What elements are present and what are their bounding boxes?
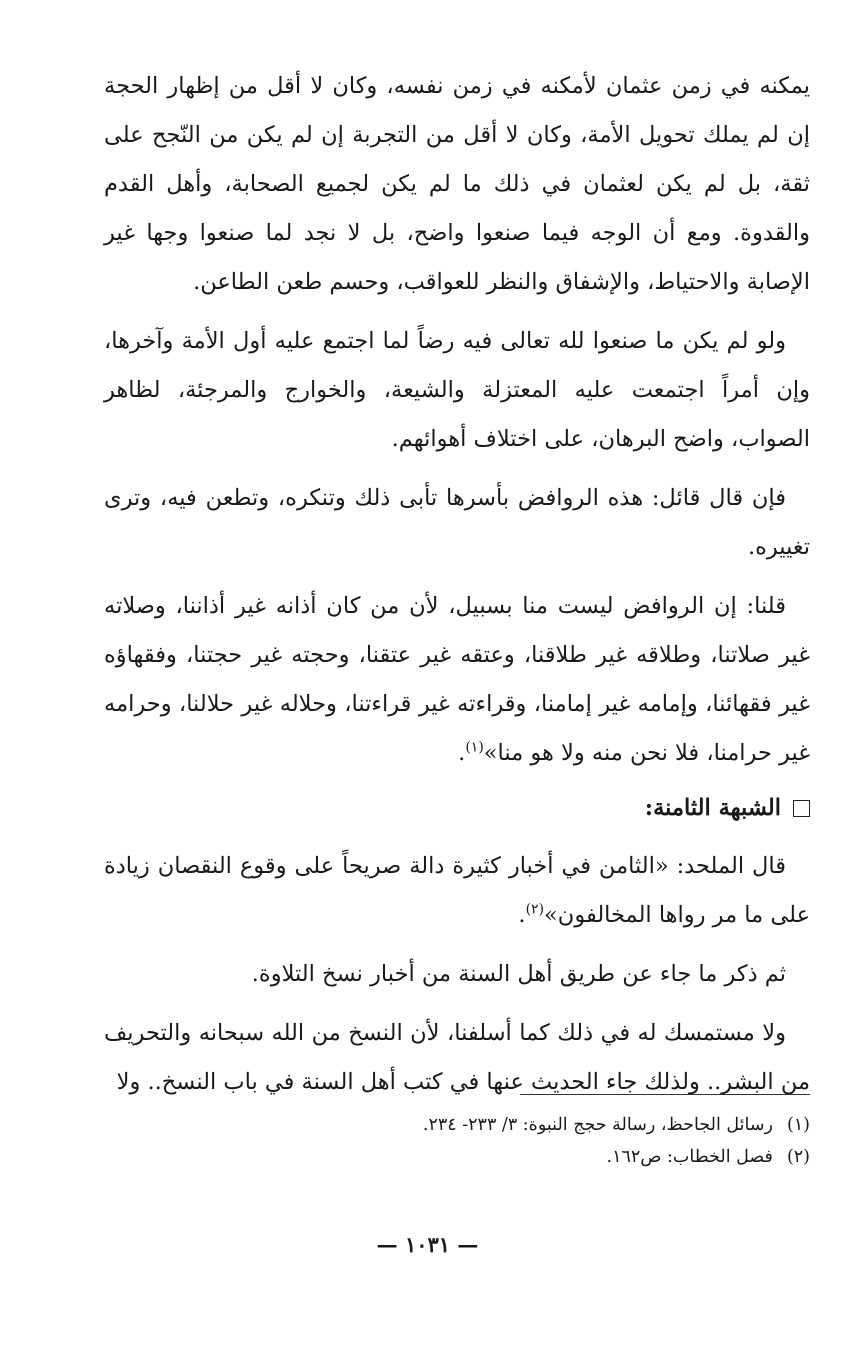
paragraph-5-text: قال الملحد: «الثامن في أخبار كثيرة دالة صريحاً على وقوع النقصان زيادة على ما مر رواها المخالفون»	[104, 853, 810, 928]
paragraph-2: ولو لم يكن ما صنعوا لله تعالى فيه رضاً لما اجتمع عليه أول الأمة وآخرها، وإن أمراً اجتمعت عليه المعتزلة والشيعة، والخوارج والمرجئة، لظاهر الصواب، واضح البرهان، على اختلاف أهوائهم.	[104, 328, 810, 452]
paragraph-3: فإن قال قائل: هذه الروافض بأسرها تأبى ذلك وتنكره، وتطعن فيه، وترى تغييره.	[104, 485, 810, 560]
footnote-ref-2: (٢)	[525, 901, 545, 918]
page-number: — ١٠٣١ —	[376, 1232, 479, 1257]
footnote-text: رسائل الجاحظ، رسالة حجج النبوة: ٣/ ٢٣٣- ٢٣٤.	[422, 1115, 773, 1135]
footnote-ref-1: (١)	[465, 739, 484, 756]
paragraph-4	[104, 582, 810, 778]
paragraph-1: يمكنه في زمن عثمان لأمكنه في زمن نفسه، وكان لا أقل من إظهار الحجة إن لم يملك تحويل الأمة، وكان لا أقل من التجربة إن لم يكن من النّجح على ثقة، بل لم يكن لعثمان في ذلك ما لم يكن لجميع الصحابة، وأهل القدم والقدوة. ومع أن الوجه فيما صنعوا واضح، بل لا نجد لما صنعوا وجها غير الإصابة والاحتياط، والإشفاق والنظر للعواقب، وحسم طعن الطاعن.	[104, 73, 810, 295]
page-body	[104, 62, 810, 1117]
section-heading-text: الشبهة الثامنة:	[644, 795, 781, 821]
section-heading	[104, 788, 810, 828]
footnote-text: فصل الخطاب: ص١٦٢.	[606, 1147, 773, 1167]
paragraph-4-end: .	[458, 740, 466, 766]
footnote-number: (٢)	[786, 1147, 810, 1167]
paragraph-5	[104, 842, 810, 940]
paragraph-4-text: قلنا: إن الروافض ليست منا بسبيل، لأن من كان أذانه غير أذاننا، وصلاته غير صلاتنا، وطلاقه غير طلاقنا، وعتقه غير عتقنا، وحجته غير حجتنا، وفقهاؤه غير فقهائنا، وإمامه غير إمامنا، وقراءته غير قراءتنا، وحلاله غير حلالنا، وحرامه غير حرامنا، فلا نحن منه ولا هو منا»	[104, 593, 810, 766]
paragraph-5-end: .	[518, 902, 526, 928]
footnotes	[104, 1094, 810, 1173]
square-bullet-icon	[793, 800, 810, 817]
footnote-1	[104, 1109, 810, 1141]
footnote-number: (١)	[786, 1115, 810, 1135]
footnote-divider	[520, 1094, 810, 1095]
paragraph-6: ثم ذكر ما جاء عن طريق أهل السنة من أخبار نسخ التلاوة.	[251, 961, 786, 987]
paragraph-7: ولا مستمسك له في ذلك كما أسلفنا، لأن النسخ من الله سبحانه والتحريف من البشر.. ولذلك جاء الحديث عنها في كتب أهل السنة في باب النسخ.. ولا	[104, 1020, 810, 1095]
footnote-2	[104, 1141, 810, 1173]
